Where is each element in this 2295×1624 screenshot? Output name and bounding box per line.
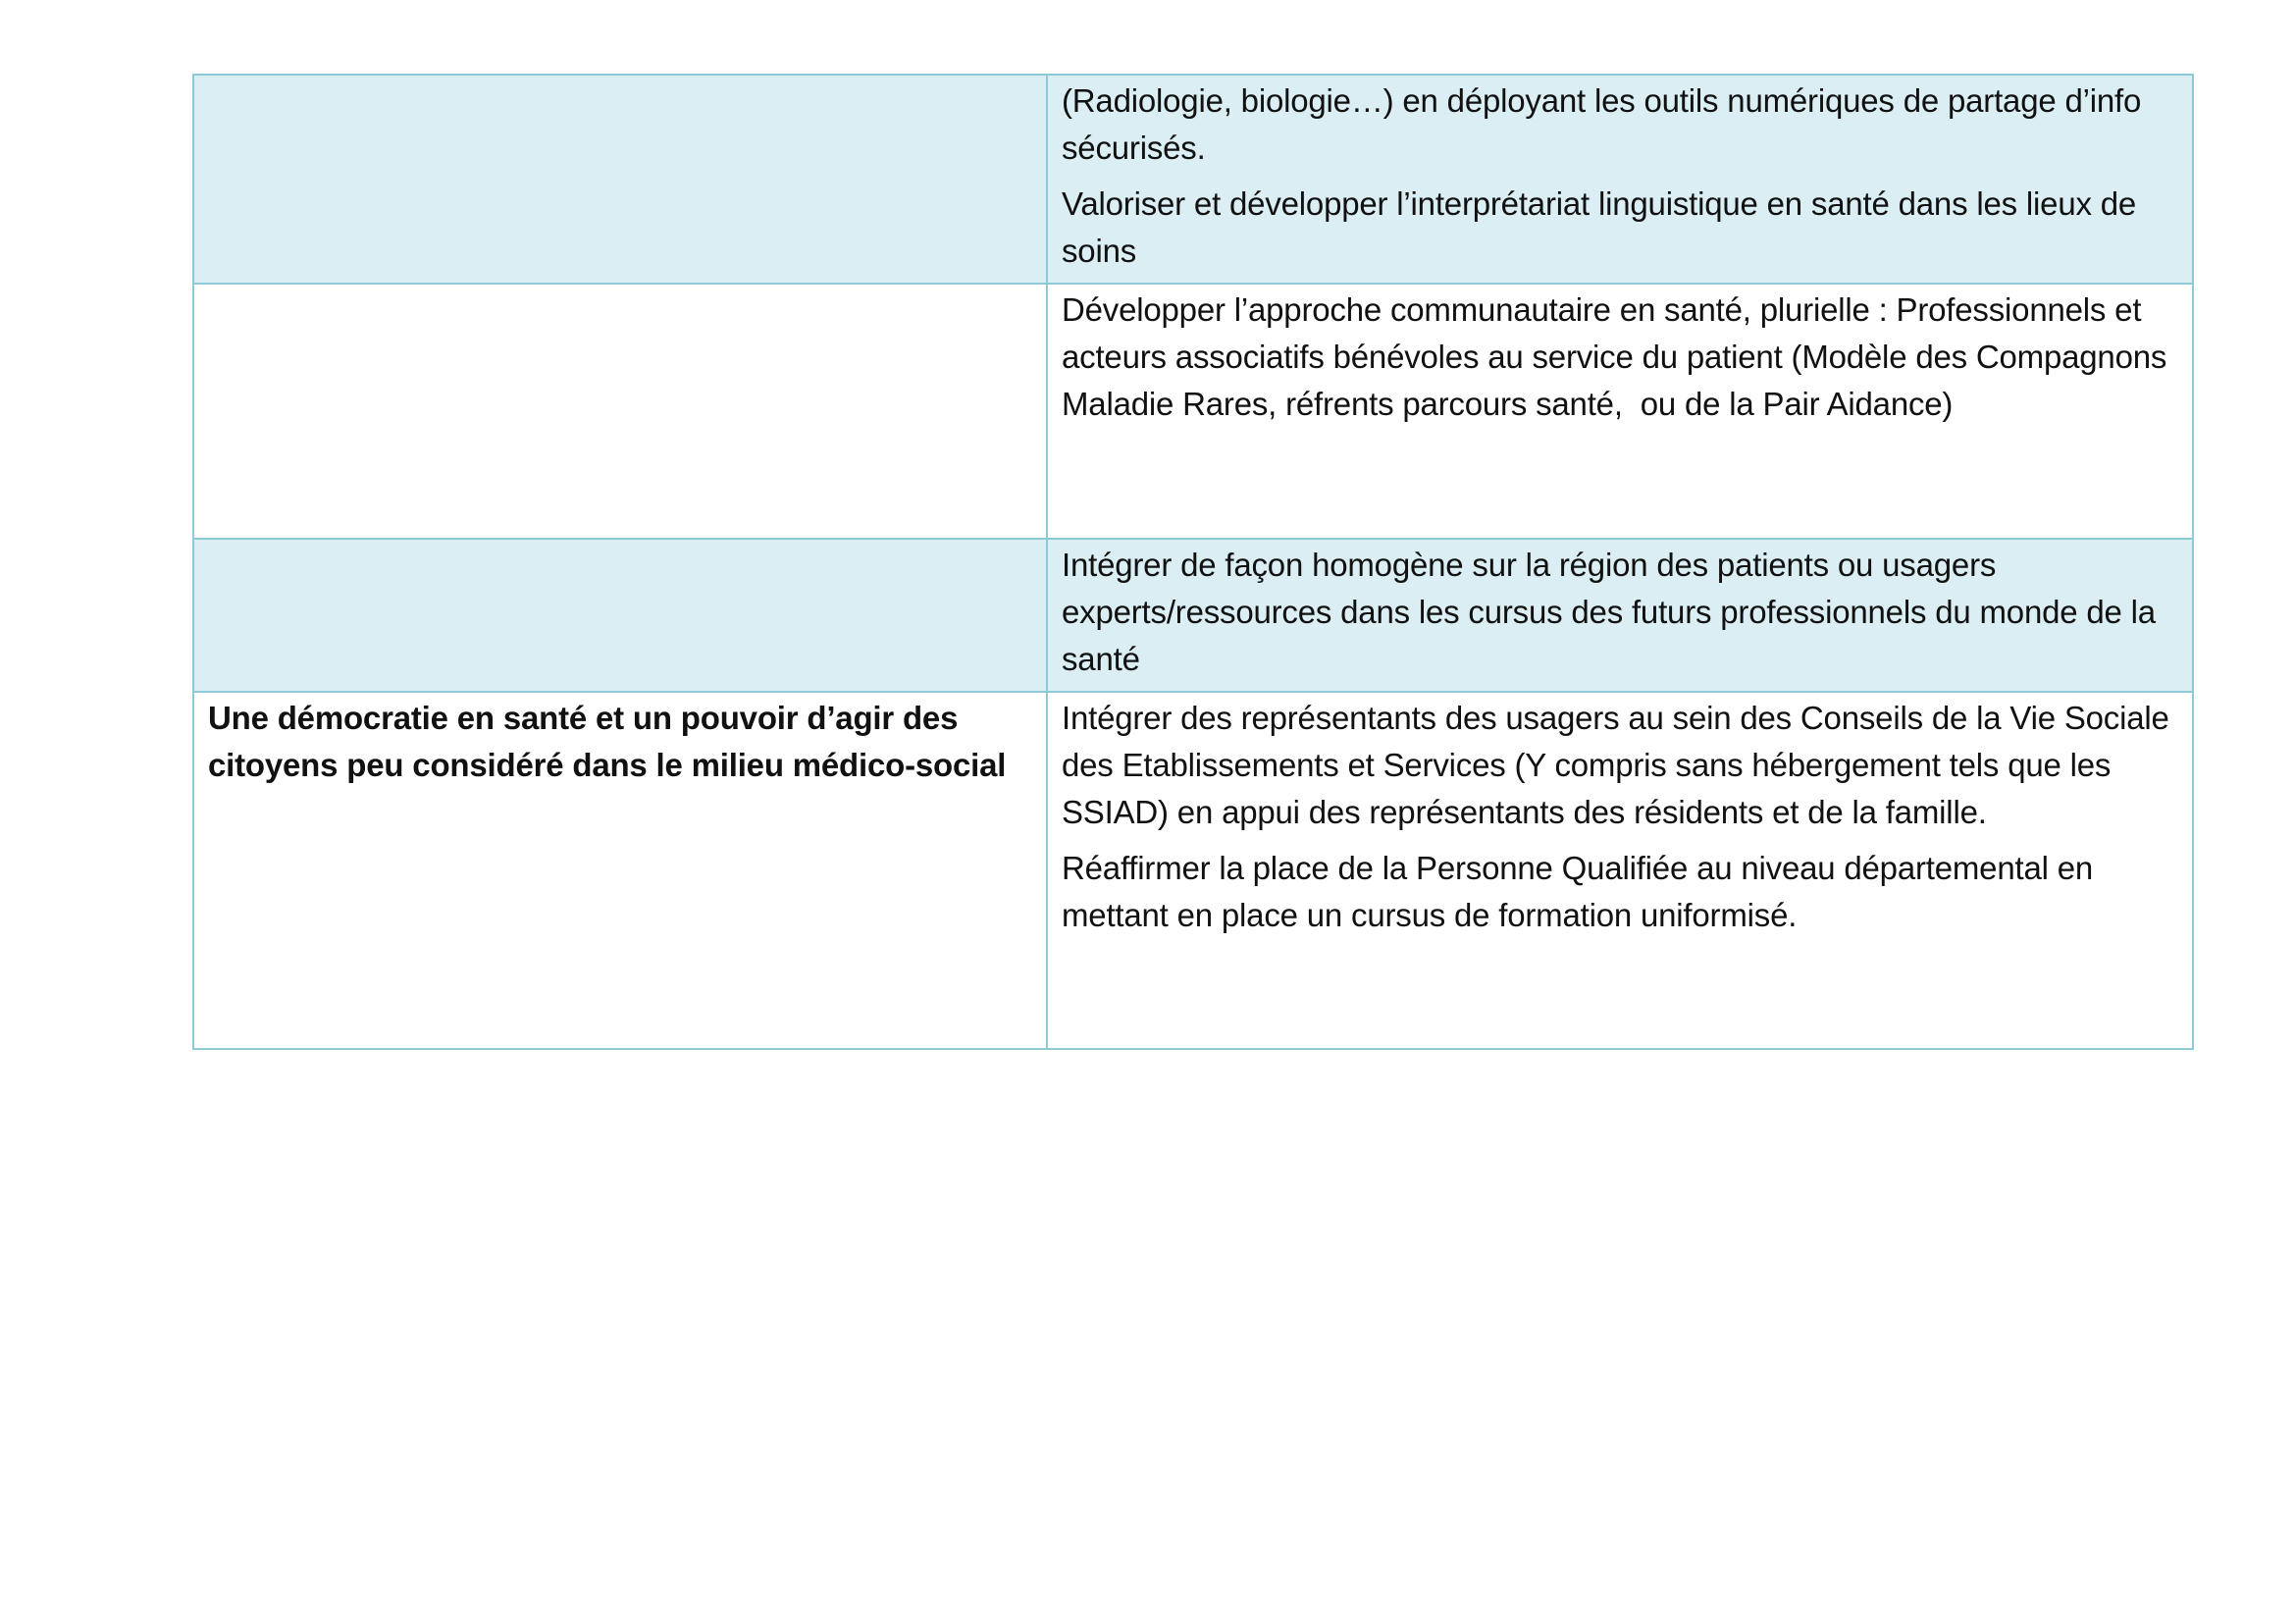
- issue-text: Une démocratie en santé et un pouvoir d’agir des citoyens peu considéré dans le milieu médico-social: [208, 700, 1007, 783]
- issue-cell: [193, 692, 1047, 1049]
- action-cell: [1047, 539, 2193, 692]
- table-row: [193, 539, 2193, 692]
- action-text: Réaffirmer la place de la Personne Qualifiée au niveau départemental en mettant en place un cursus de formation uniformisé.: [1062, 850, 2102, 933]
- action-text: Développer l’approche communautaire en santé, plurielle : Professionnels et acteurs associatifs bénévoles au service du patient (Modèle des Compagnons Maladie Rares, réfrents parcours santé, ou de la Pair Aidance): [1062, 291, 2176, 422]
- actions-table: [192, 74, 2194, 1050]
- action-cell: [1047, 284, 2193, 539]
- table-row: [193, 692, 2193, 1049]
- table-row: [193, 75, 2193, 284]
- issue-cell: [193, 539, 1047, 692]
- action-text: (Radiologie, biologie…) en déployant les outils numériques de partage d’info sécurisés.: [1062, 82, 2151, 166]
- action-text: Valoriser et développer l’interprétariat linguistique en santé dans les lieux de soins: [1062, 185, 2146, 269]
- action-cell: [1047, 692, 2193, 1049]
- issue-cell: [193, 284, 1047, 539]
- action-text: Intégrer de façon homogène sur la région des patients ou usagers experts/ressources dans les cursus des futurs professionnels du monde de la santé: [1062, 547, 2165, 677]
- action-text: Intégrer des représentants des usagers au sein des Conseils de la Vie Sociale des Etablissements et Services (Y compris sans hébergement tels que les SSIAD) en appui des représentants des résidents et de la famille.: [1062, 700, 2178, 830]
- action-cell: [1047, 75, 2193, 284]
- issue-cell: [193, 75, 1047, 284]
- table-row: [193, 284, 2193, 539]
